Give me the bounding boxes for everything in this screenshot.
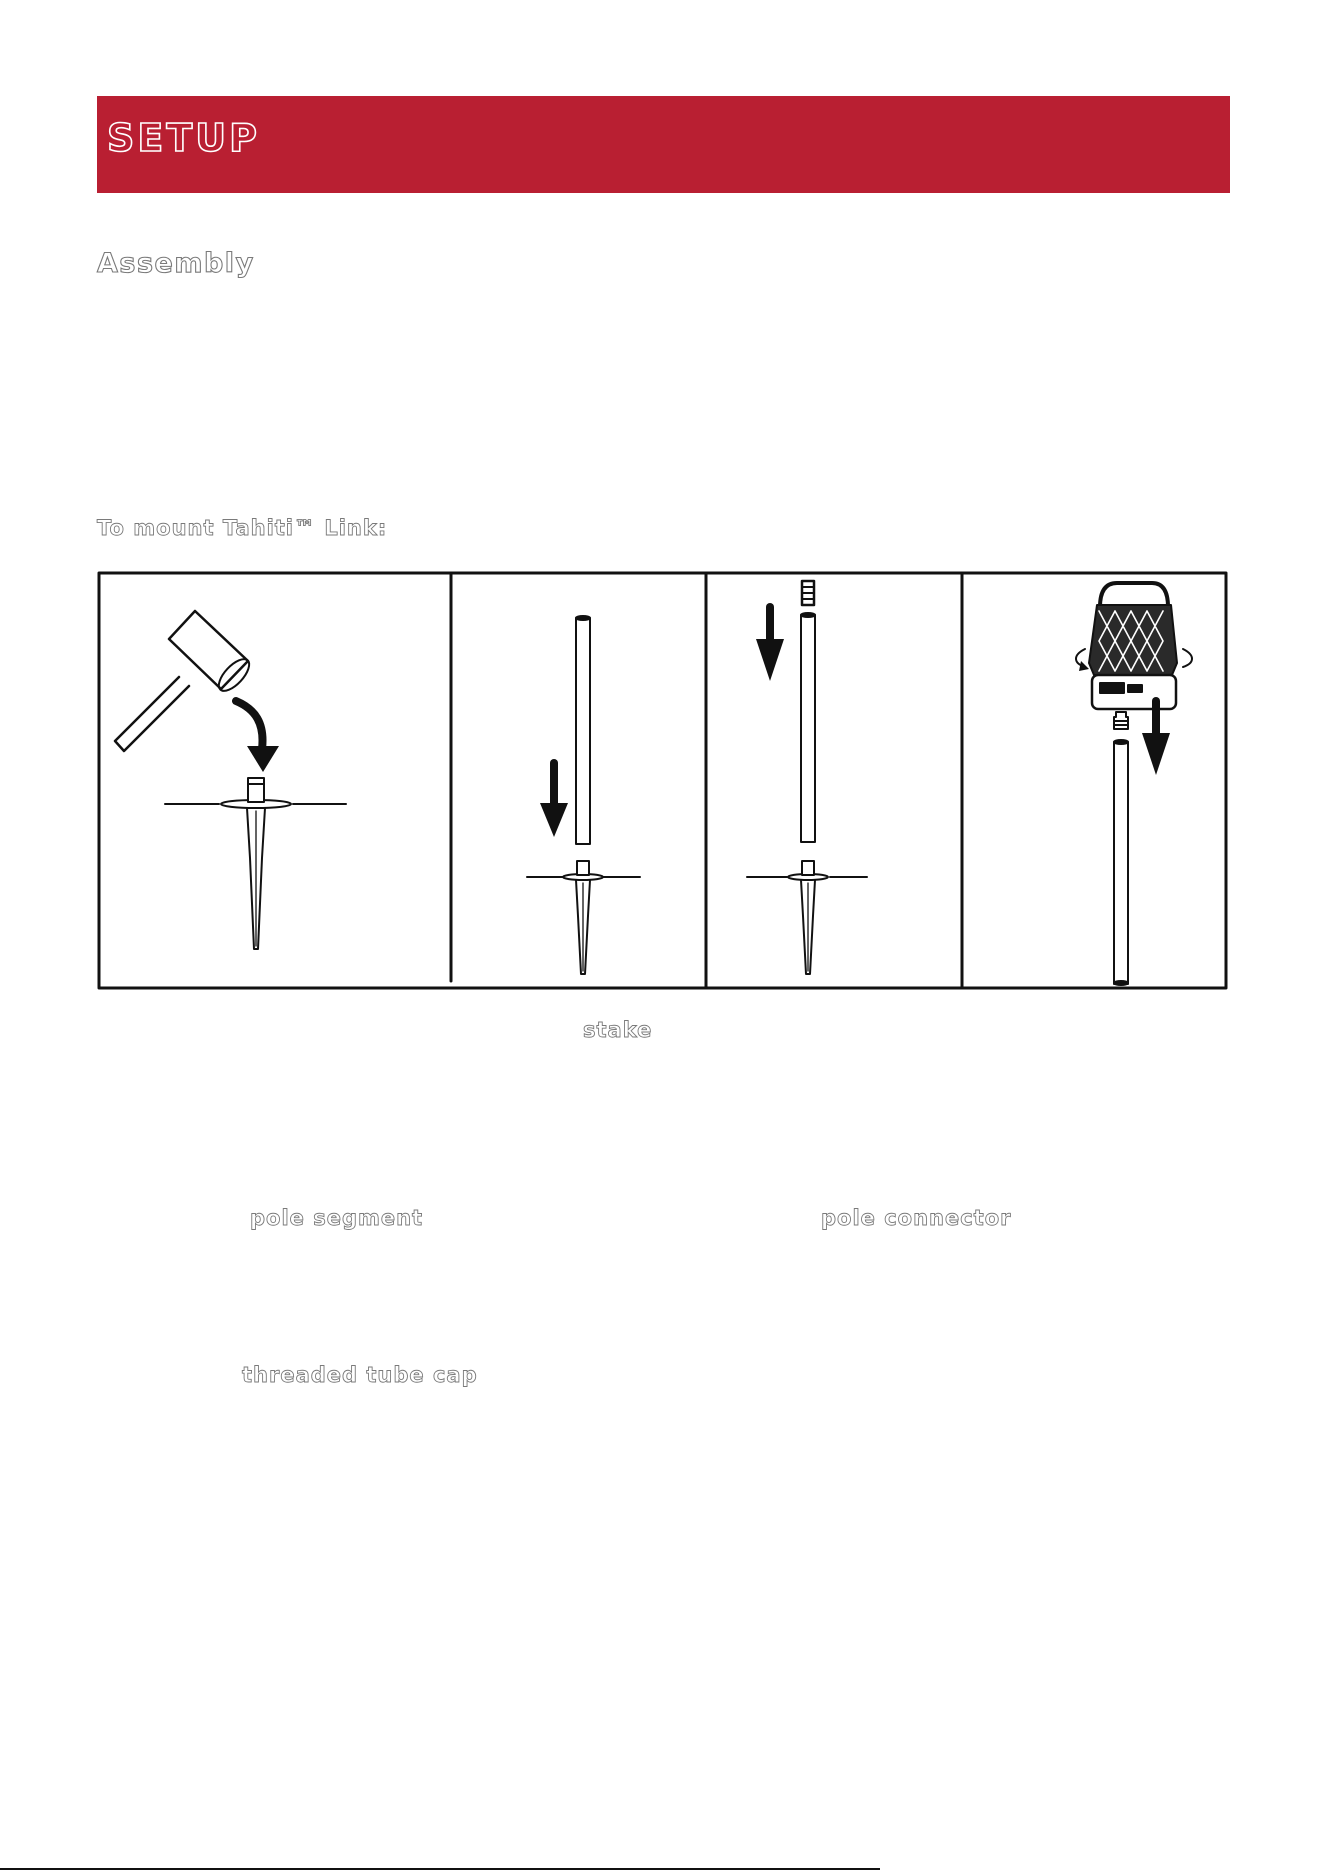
hammer-icon bbox=[115, 611, 254, 751]
term-stake: stake bbox=[583, 1018, 653, 1042]
illustration-frame bbox=[99, 573, 1226, 988]
term-threaded-tube-cap: threaded tube cap bbox=[242, 1363, 478, 1387]
assembly-heading: Assembly bbox=[97, 248, 255, 279]
page-title: SETUP bbox=[107, 116, 260, 160]
arrow-icon bbox=[236, 701, 279, 772]
mount-heading: To mount Tahiti™ Link: bbox=[97, 516, 388, 540]
term-pole-segment: pole segment bbox=[250, 1206, 424, 1230]
pole-segment-icon bbox=[1114, 740, 1128, 985]
threaded-tube-cap-icon bbox=[1114, 712, 1128, 729]
arrow-icon bbox=[1142, 701, 1170, 775]
stake-icon bbox=[747, 861, 867, 974]
pole-segment-icon bbox=[576, 616, 590, 844]
stake-icon bbox=[165, 778, 346, 949]
arrow-icon bbox=[756, 607, 784, 681]
arrow-icon bbox=[540, 763, 568, 837]
stake-icon bbox=[527, 861, 640, 974]
pole-connector-icon bbox=[802, 581, 814, 605]
term-pole-connector: pole connector bbox=[821, 1206, 1012, 1230]
assembly-illustration bbox=[97, 571, 1228, 990]
footer-rule bbox=[0, 1868, 880, 1870]
section-banner bbox=[97, 96, 1230, 193]
speaker-icon bbox=[1076, 583, 1192, 709]
pole-segment-icon bbox=[801, 613, 815, 842]
